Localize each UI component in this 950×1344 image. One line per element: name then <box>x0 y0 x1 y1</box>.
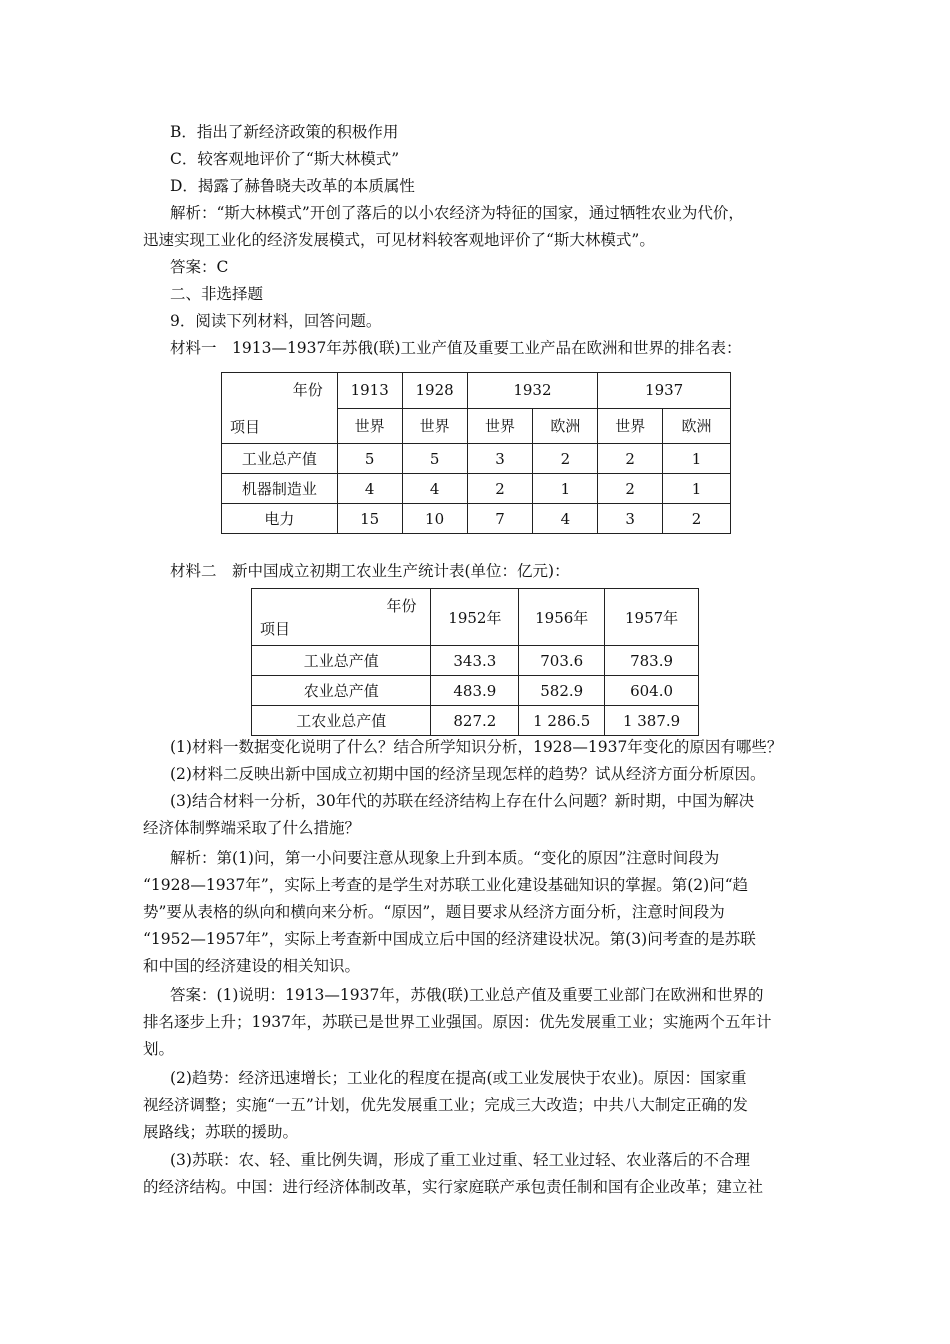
table-cell: 4 <box>533 504 598 534</box>
table-cell: 1 <box>663 474 731 504</box>
table-cell: 10 <box>402 504 467 534</box>
table-cell: 3 <box>467 444 533 474</box>
year-header: 1937 <box>598 373 731 409</box>
analysis-line: 迅速实现工业化的经济发展模式，可见材料较客观地评价了“斯大林模式”。 <box>143 231 655 249</box>
table-cell: 343.3 <box>431 646 519 676</box>
table-row <box>252 676 699 706</box>
answer-line: (2)趋势：经济迅速增长；工业化的程度在提高(或工业发展快于农业)。原因：国家重 <box>170 1069 747 1087</box>
sub-header: 世界 <box>402 408 467 444</box>
table-cell: 4 <box>337 474 402 504</box>
section-title: 二、非选择题 <box>170 285 264 303</box>
table-cell: 5 <box>402 444 467 474</box>
table-corner <box>222 373 338 444</box>
table-cell: 483.9 <box>431 676 519 706</box>
year-header: 1932 <box>467 373 598 409</box>
question-9: 9．阅读下列材料，回答问题。 <box>170 312 382 330</box>
table-cell: 5 <box>337 444 402 474</box>
year-header: 1956年 <box>519 589 605 646</box>
table-cell: 703.6 <box>519 646 605 676</box>
table-cell: 582.9 <box>519 676 605 706</box>
answer-line: (3)苏联：农、轻、重比例失调，形成了重工业过重、轻工业过轻、农业落后的不合理 <box>170 1151 750 1169</box>
corner-item: 项目 <box>260 620 291 638</box>
option-b: B．指出了新经济政策的积极作用 <box>170 123 399 141</box>
row-label: 工农业总产值 <box>252 706 431 736</box>
table-cell: 4 <box>402 474 467 504</box>
table-cell: 15 <box>337 504 402 534</box>
sub-header: 世界 <box>467 408 533 444</box>
table-cell: 1 <box>663 444 731 474</box>
year-header: 1928 <box>402 373 467 409</box>
option-d: D．揭露了赫鲁晓夫改革的本质属性 <box>170 177 415 195</box>
corner-year: 年份 <box>292 381 323 399</box>
table-cell: 1 387.9 <box>605 706 699 736</box>
material1-table <box>221 372 731 534</box>
answer-line: 答案：C <box>170 258 229 276</box>
table-cell: 1 <box>533 474 598 504</box>
answer-line: 视经济调整；实施“一五”计划，优先发展重工业；完成三大改造；中共八大制定正确的发 <box>143 1096 748 1114</box>
analysis-line: 和中国的经济建设的相关知识。 <box>143 957 361 975</box>
question-line: (1)材料一数据变化说明了什么？结合所学知识分析，1928—1937年变化的原因有哪些？ <box>170 738 783 756</box>
year-header: 1952年 <box>431 589 519 646</box>
sub-header: 欧洲 <box>533 408 598 444</box>
option-c: C．较客观地评价了“斯大林模式” <box>170 150 400 168</box>
question-line: (3)结合材料一分析，30年代的苏联在经济结构上存在什么问题？新时期，中国为解决 <box>170 792 755 810</box>
table-cell: 1 286.5 <box>519 706 605 736</box>
year-header: 1913 <box>337 373 402 409</box>
table-row <box>252 646 699 676</box>
table-corner <box>252 589 431 646</box>
table-cell: 2 <box>467 474 533 504</box>
table-cell: 783.9 <box>605 646 699 676</box>
row-label: 工业总产值 <box>252 646 431 676</box>
analysis-line: 解析：“斯大林模式”开创了落后的以小农经济为特征的国家，通过牺牲农业为代价， <box>170 204 744 222</box>
table-cell: 2 <box>598 474 663 504</box>
analysis-line: “1952—1957年”，实际上考查新中国成立后中国的经济建设状况。第(3)问考查的是苏联 <box>143 930 756 948</box>
row-label: 机器制造业 <box>222 474 338 504</box>
table-cell: 3 <box>598 504 663 534</box>
question-line: 经济体制弊端采取了什么措施？ <box>143 819 361 837</box>
material2-caption: 材料二 新中国成立初期工农业生产统计表(单位：亿元)： <box>170 562 570 580</box>
answer-line: 排名逐步上升；1937年，苏联已是世界工业强国。原因：优先发展重工业；实施两个五年计 <box>143 1013 772 1031</box>
sub-header: 世界 <box>598 408 663 444</box>
material2-table <box>251 588 699 736</box>
row-label: 工业总产值 <box>222 444 338 474</box>
answer-line: 答案：(1)说明：1913—1937年，苏俄(联)工业总产值及重要工业部门在欧洲和世界的 <box>170 986 764 1004</box>
table-row <box>222 474 731 504</box>
answer-line: 的经济结构。中国：进行经济体制改革，实行家庭联产承包责任制和国有企业改革；建立社 <box>143 1178 764 1196</box>
table-cell: 2 <box>663 504 731 534</box>
table-cell: 2 <box>533 444 598 474</box>
sub-header: 世界 <box>337 408 402 444</box>
year-header: 1957年 <box>605 589 699 646</box>
corner-year: 年份 <box>386 597 417 615</box>
corner-item: 项目 <box>230 418 261 436</box>
table-cell: 2 <box>598 444 663 474</box>
material1-caption: 材料一 1913—1937年苏俄(联)工业产值及重要工业产品在欧洲和世界的排名表： <box>170 339 742 357</box>
table-row <box>222 504 731 534</box>
analysis-line: “1928—1937年”，实际上考查的是学生对苏联工业化建设基础知识的掌握。第(2)问“趋 <box>143 876 749 894</box>
table-cell: 7 <box>467 504 533 534</box>
table-row <box>222 444 731 474</box>
answer-line: 划。 <box>143 1040 175 1058</box>
table-cell: 827.2 <box>431 706 519 736</box>
table-row <box>252 706 699 736</box>
analysis-line: 解析：第(1)问，第一小问要注意从现象上升到本质。“变化的原因”注意时间段为 <box>170 849 720 867</box>
table-cell: 604.0 <box>605 676 699 706</box>
answer-line: 展路线；苏联的援助。 <box>143 1123 299 1141</box>
sub-header: 欧洲 <box>663 408 731 444</box>
row-label: 电力 <box>222 504 338 534</box>
analysis-line: 势”要从表格的纵向和横向来分析。“原因”，题目要求从经济方面分析，注意时间段为 <box>143 903 725 921</box>
row-label: 农业总产值 <box>252 676 431 706</box>
question-line: (2)材料二反映出新中国成立初期中国的经济呈现怎样的趋势？试从经济方面分析原因。 <box>170 765 766 783</box>
